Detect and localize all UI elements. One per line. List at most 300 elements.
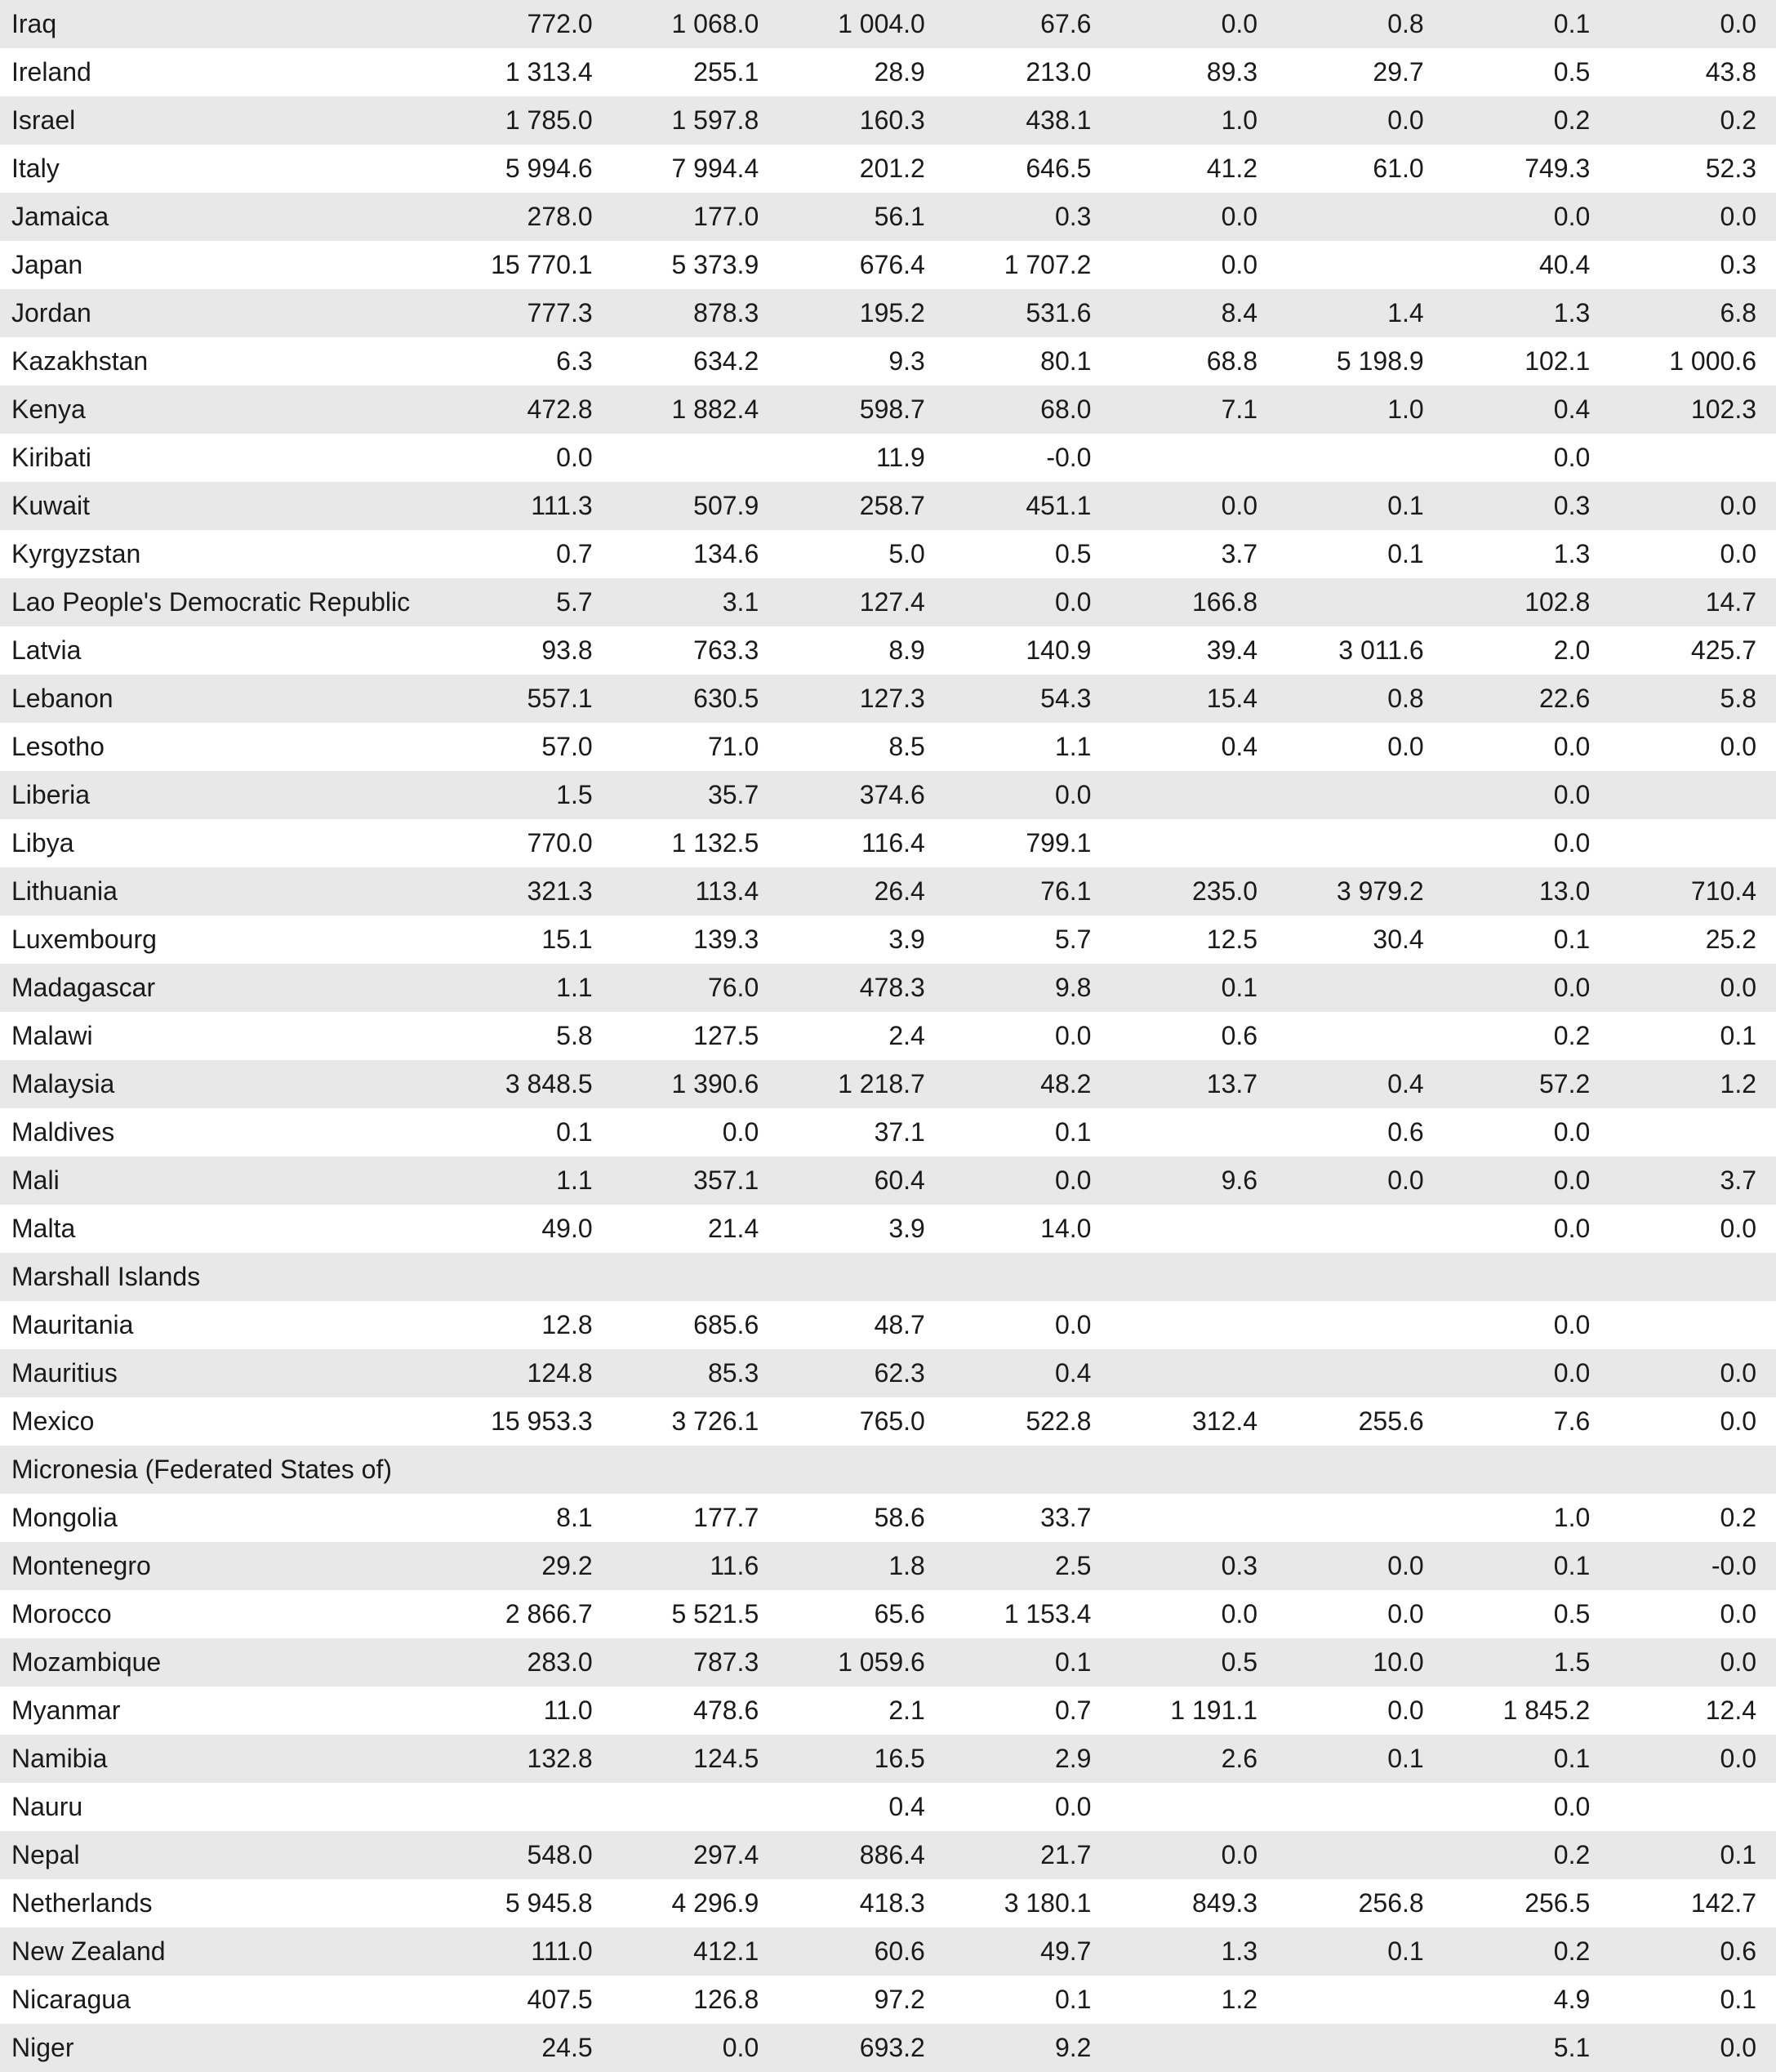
country-name-cell: Italy	[11, 154, 60, 183]
value-cell-col-8: 0.0	[1720, 539, 1756, 568]
value-cell-col-3: 8.5	[888, 732, 925, 761]
value-cell-col-1: 557.1	[527, 684, 593, 713]
table-row	[0, 1253, 1776, 1301]
value-cell-col-4: 33.7	[1040, 1503, 1092, 1532]
table-row	[0, 482, 1776, 530]
value-cell-col-7: 0.2	[1553, 1936, 1591, 1966]
value-cell-col-6: 29.7	[1373, 57, 1424, 87]
country-name-cell: Namibia	[11, 1744, 108, 1773]
table-row	[0, 1735, 1776, 1783]
value-cell-col-1: 124.8	[527, 1358, 593, 1388]
value-cell-col-8: 0.2	[1720, 1503, 1756, 1532]
value-cell-col-1: 1.1	[556, 973, 593, 1002]
value-cell-col-8	[1609, 819, 1776, 867]
value-cell-col-1: 548.0	[527, 1840, 593, 1869]
value-cell-col-4: 799.1	[1026, 828, 1092, 858]
table-row	[0, 289, 1776, 337]
value-cell-col-2: 113.4	[695, 876, 759, 906]
value-cell-col-7: 0.1	[1553, 1744, 1591, 1773]
value-cell-col-8: 0.0	[1720, 202, 1756, 231]
country-name-cell: Montenegro	[11, 1551, 151, 1580]
value-cell-col-1: 111.3	[531, 491, 593, 520]
table-row	[0, 819, 1776, 867]
value-cell-col-5: 1.3	[1221, 1936, 1258, 1966]
value-cell-col-1: 278.0	[527, 202, 593, 231]
country-name-cell: Mexico	[11, 1406, 95, 1436]
value-cell-col-7: 0.0	[1553, 780, 1591, 809]
country-name-cell: Lesotho	[11, 732, 105, 761]
value-cell-col-4: 0.0	[1054, 587, 1092, 617]
value-cell-col-5: 41.2	[1206, 154, 1258, 183]
value-cell-col-7: 102.8	[1525, 587, 1591, 617]
value-cell-col-2: 763.3	[693, 635, 759, 665]
value-cell-col-5: 12.5	[1206, 925, 1258, 954]
value-cell-col-2: 1 068.0	[671, 9, 759, 38]
value-cell-col-8	[1609, 1783, 1776, 1831]
value-cell-col-2	[612, 434, 779, 482]
value-cell-col-2: 1 882.4	[671, 394, 759, 424]
value-cell-col-4: 2.5	[1054, 1551, 1092, 1580]
country-name-cell: Malaysia	[11, 1069, 115, 1098]
value-cell-col-2: 76.0	[707, 973, 759, 1002]
value-cell-col-5: 166.8	[1191, 587, 1258, 617]
value-cell-col-6: 0.0	[1387, 1551, 1424, 1580]
value-cell-col-7: 2.0	[1553, 635, 1591, 665]
value-cell-col-8	[1609, 1301, 1776, 1349]
value-cell-col-5: 0.0	[1221, 250, 1258, 279]
country-name-cell: Morocco	[11, 1599, 112, 1629]
table-row	[0, 675, 1776, 723]
table-row	[0, 771, 1776, 819]
country-name-cell: Malawi	[11, 1021, 93, 1050]
table-row	[0, 1349, 1776, 1397]
value-cell-col-7	[1444, 1253, 1610, 1301]
value-cell-col-7: 0.0	[1553, 973, 1591, 1002]
value-cell-col-8: 425.7	[1690, 635, 1756, 665]
value-cell-col-8: 710.4	[1690, 876, 1756, 906]
value-cell-col-3: 1 059.6	[838, 1647, 925, 1677]
value-cell-col-7: 0.1	[1553, 1551, 1591, 1580]
value-cell-col-3: 598.7	[859, 394, 925, 424]
value-cell-col-6: 1.4	[1387, 298, 1424, 328]
table-row	[0, 337, 1776, 385]
value-cell-col-6: 0.0	[1387, 732, 1424, 761]
country-name-cell: Kazakhstan	[11, 346, 149, 376]
value-cell-col-1: 132.8	[527, 1744, 593, 1773]
value-cell-col-8	[1609, 434, 1776, 482]
value-cell-col-6: 10.0	[1373, 1647, 1424, 1677]
value-cell-col-5: 1 191.1	[1170, 1695, 1258, 1725]
value-cell-col-8: 0.1	[1720, 1985, 1756, 2014]
value-cell-col-8: 0.0	[1720, 9, 1756, 38]
value-cell-col-2: 507.9	[693, 491, 759, 520]
table-row	[0, 1783, 1776, 1831]
value-cell-col-1: 1.5	[556, 780, 593, 809]
value-cell-col-3: 8.9	[888, 635, 925, 665]
value-cell-col-6: 0.0	[1387, 1695, 1424, 1725]
value-cell-col-7: 4.9	[1553, 1985, 1591, 2014]
value-cell-col-6: 3 979.2	[1336, 876, 1424, 906]
value-cell-col-4: 0.0	[1054, 780, 1092, 809]
country-name-cell: Libya	[11, 828, 74, 858]
value-cell-col-3: 676.4	[859, 250, 925, 279]
value-cell-col-1: 472.8	[527, 394, 593, 424]
value-cell-col-3: 374.6	[859, 780, 925, 809]
country-name-cell: Niger	[11, 2033, 74, 2062]
value-cell-col-2: 1 132.5	[671, 828, 759, 858]
value-cell-col-7: 0.2	[1553, 105, 1591, 135]
table-row	[0, 1446, 1776, 1494]
value-cell-col-2: 85.3	[707, 1358, 759, 1388]
table-row	[0, 1927, 1776, 1976]
country-name-cell: Israel	[11, 105, 76, 135]
value-cell-col-1: 321.3	[527, 876, 593, 906]
country-name-cell: Lao People's Democratic Republic	[11, 587, 411, 617]
value-cell-col-4: -0.0	[1046, 443, 1092, 472]
value-cell-col-5	[1111, 771, 1277, 819]
country-name-cell: Iraq	[11, 9, 57, 38]
value-cell-col-3: 127.4	[859, 587, 925, 617]
value-cell-col-4: 49.7	[1040, 1936, 1092, 1966]
table-row	[0, 0, 1776, 48]
value-cell-col-7: 13.0	[1539, 876, 1591, 906]
value-cell-col-6: 0.8	[1387, 684, 1424, 713]
value-cell-col-5: 0.0	[1221, 1840, 1258, 1869]
value-cell-col-1: 1 313.4	[505, 57, 593, 87]
value-cell-col-6: 30.4	[1373, 925, 1424, 954]
country-name-cell: Nepal	[11, 1840, 80, 1869]
value-cell-col-1	[446, 1783, 612, 1831]
value-cell-col-5: 0.6	[1221, 1021, 1258, 1050]
table-row	[0, 1638, 1776, 1687]
table-row	[0, 1205, 1776, 1253]
value-cell-col-1: 772.0	[527, 9, 593, 38]
value-cell-col-7: 0.0	[1553, 1214, 1591, 1243]
value-cell-col-4: 1 153.4	[1004, 1599, 1092, 1629]
value-cell-col-4: 21.7	[1040, 1840, 1092, 1869]
value-cell-col-1: 11.0	[543, 1695, 593, 1725]
value-cell-col-7: 0.2	[1553, 1840, 1591, 1869]
value-cell-col-5: 68.8	[1206, 346, 1258, 376]
value-cell-col-4: 54.3	[1040, 684, 1092, 713]
value-cell-col-3: 2.4	[888, 1021, 925, 1050]
value-cell-col-2: 0.0	[722, 1117, 759, 1147]
value-cell-col-8: 0.0	[1720, 491, 1756, 520]
value-cell-col-3: 0.4	[888, 1792, 925, 1821]
value-cell-col-2: 4 296.9	[671, 1888, 759, 1918]
value-cell-col-3: 37.1	[874, 1117, 925, 1147]
value-cell-col-8: 0.0	[1720, 1744, 1756, 1773]
country-name-cell: Latvia	[11, 635, 82, 665]
country-name-cell: Ireland	[11, 57, 91, 87]
value-cell-col-1: 2 866.7	[505, 1599, 593, 1629]
value-cell-col-4: 213.0	[1026, 57, 1092, 87]
value-cell-col-6: 0.1	[1387, 1936, 1424, 1966]
value-cell-col-2: 177.0	[693, 202, 759, 231]
value-cell-col-3: 3.9	[888, 1214, 925, 1243]
table-row	[0, 578, 1776, 626]
value-cell-col-5: 0.3	[1221, 1551, 1258, 1580]
value-cell-col-6	[1277, 2024, 1444, 2072]
value-cell-col-6	[1277, 1012, 1444, 1060]
value-cell-col-2: 5 373.9	[671, 250, 759, 279]
table-row	[0, 193, 1776, 241]
value-cell-col-5	[1111, 1494, 1277, 1542]
value-cell-col-2: 124.5	[693, 1744, 759, 1773]
country-name-cell: Luxembourg	[11, 925, 157, 954]
value-cell-col-8: 0.1	[1720, 1840, 1756, 1869]
value-cell-col-5: 9.6	[1221, 1165, 1258, 1195]
value-cell-col-5: 8.4	[1221, 298, 1258, 328]
value-cell-col-7: 1.3	[1553, 298, 1591, 328]
table-row	[0, 1976, 1776, 2024]
value-cell-col-2: 255.1	[693, 57, 759, 87]
value-cell-col-1: 8.1	[556, 1503, 593, 1532]
value-cell-col-2: 127.5	[693, 1021, 759, 1050]
value-cell-col-7: 0.3	[1553, 491, 1591, 520]
value-cell-col-3: 97.2	[874, 1985, 925, 2014]
value-cell-col-7: 0.0	[1553, 1358, 1591, 1388]
value-cell-col-3: 5.0	[888, 539, 925, 568]
country-name-cell: Malta	[11, 1214, 76, 1243]
value-cell-col-4: 531.6	[1026, 298, 1092, 328]
value-cell-col-4: 0.0	[1054, 1165, 1092, 1195]
country-name-cell: Mali	[11, 1165, 60, 1195]
value-cell-col-5	[1111, 1108, 1277, 1156]
value-cell-col-5	[1111, 1205, 1277, 1253]
country-name-cell: Mauritius	[11, 1358, 118, 1388]
value-cell-col-2: 634.2	[693, 346, 759, 376]
value-cell-col-6: 61.0	[1373, 154, 1424, 183]
value-cell-col-1: 5.8	[556, 1021, 593, 1050]
value-cell-col-2: 412.1	[693, 1936, 759, 1966]
value-cell-col-6	[1277, 964, 1444, 1012]
value-cell-col-3: 62.3	[874, 1358, 925, 1388]
value-cell-col-6: 0.0	[1387, 1165, 1424, 1195]
value-cell-col-5	[1111, 434, 1277, 482]
value-cell-col-3: 765.0	[859, 1406, 925, 1436]
value-cell-col-6: 0.4	[1387, 1069, 1424, 1098]
value-cell-col-1: 777.3	[527, 298, 593, 328]
value-cell-col-4: 0.1	[1054, 1985, 1092, 2014]
value-cell-col-7: 102.1	[1525, 346, 1591, 376]
country-name-cell: Kiribati	[11, 443, 91, 472]
table-row	[0, 1156, 1776, 1205]
value-cell-col-4: 0.0	[1054, 1021, 1092, 1050]
value-cell-col-8: 12.4	[1705, 1695, 1756, 1725]
value-cell-col-5	[1111, 1783, 1277, 1831]
value-cell-col-4: 1 707.2	[1004, 250, 1092, 279]
value-cell-col-8	[1609, 771, 1776, 819]
value-cell-col-3: 478.3	[859, 973, 925, 1002]
value-cell-col-6	[1277, 1783, 1444, 1831]
value-cell-col-8	[1609, 1253, 1776, 1301]
value-cell-col-6: 0.8	[1387, 9, 1424, 38]
value-cell-col-1: 111.0	[531, 1936, 593, 1966]
value-cell-col-5	[1111, 819, 1277, 867]
table-row	[0, 48, 1776, 96]
value-cell-col-5: 1.0	[1221, 105, 1258, 135]
value-cell-col-1: 15 770.1	[491, 250, 593, 279]
value-cell-col-2: 878.3	[693, 298, 759, 328]
value-cell-col-4: 68.0	[1040, 394, 1092, 424]
value-cell-col-8: 0.2	[1720, 105, 1756, 135]
value-cell-col-5: 1.2	[1221, 1985, 1258, 2014]
value-cell-col-4: 0.7	[1054, 1695, 1092, 1725]
value-cell-col-1	[446, 1253, 612, 1301]
value-cell-col-4: 14.0	[1040, 1214, 1092, 1243]
country-name-cell: Nauru	[11, 1792, 83, 1821]
value-cell-col-2: 177.7	[693, 1503, 759, 1532]
table-row	[0, 1590, 1776, 1638]
value-cell-col-8: 3.7	[1720, 1165, 1756, 1195]
value-cell-col-4	[945, 1446, 1111, 1494]
value-cell-col-2: 3 726.1	[671, 1406, 759, 1436]
value-cell-col-8: 0.0	[1720, 1358, 1756, 1388]
value-cell-col-3: 16.5	[874, 1744, 925, 1773]
value-cell-col-2: 5 521.5	[671, 1599, 759, 1629]
value-cell-col-5: 0.1	[1221, 973, 1258, 1002]
value-cell-col-1: 1.1	[556, 1165, 593, 1195]
value-cell-col-2: 126.8	[693, 1985, 759, 2014]
value-cell-col-7: 0.0	[1553, 1165, 1591, 1195]
table-row	[0, 385, 1776, 434]
value-cell-col-1: 1 785.0	[505, 105, 593, 135]
value-cell-col-4: 76.1	[1040, 876, 1092, 906]
table-row	[0, 96, 1776, 145]
value-cell-col-4: 2.9	[1054, 1744, 1092, 1773]
value-cell-col-6	[1277, 819, 1444, 867]
value-cell-col-3	[778, 1446, 945, 1494]
country-name-cell: Liberia	[11, 780, 91, 809]
value-cell-col-6	[1277, 578, 1444, 626]
value-cell-col-7: 0.2	[1553, 1021, 1591, 1050]
value-cell-col-4	[945, 1253, 1111, 1301]
value-cell-col-8: 43.8	[1705, 57, 1756, 87]
value-cell-col-8: 6.8	[1720, 298, 1756, 328]
value-cell-col-4: 3 180.1	[1004, 1888, 1092, 1918]
value-cell-col-2: 139.3	[693, 925, 759, 954]
value-cell-col-1: 24.5	[541, 2033, 593, 2062]
value-cell-col-3	[778, 1253, 945, 1301]
value-cell-col-1: 770.0	[527, 828, 593, 858]
value-cell-col-6	[1277, 1253, 1444, 1301]
value-cell-col-7: 0.1	[1553, 9, 1591, 38]
value-cell-col-6: 0.6	[1387, 1117, 1424, 1147]
value-cell-col-4: 80.1	[1040, 346, 1092, 376]
value-cell-col-8: 0.0	[1720, 1599, 1756, 1629]
value-cell-col-6: 3 011.6	[1338, 635, 1424, 665]
value-cell-col-2: 3.1	[722, 587, 759, 617]
table-row	[0, 626, 1776, 675]
value-cell-col-2	[612, 1783, 779, 1831]
value-cell-col-7: 40.4	[1539, 250, 1591, 279]
value-cell-col-5: 235.0	[1191, 876, 1258, 906]
table-row	[0, 1060, 1776, 1108]
value-cell-col-2: 630.5	[693, 684, 759, 713]
value-cell-col-5: 89.3	[1206, 57, 1258, 87]
country-name-cell: Jamaica	[11, 202, 109, 231]
table-row	[0, 867, 1776, 916]
value-cell-col-1: 6.3	[556, 346, 593, 376]
value-cell-col-4: 0.0	[1054, 1792, 1092, 1821]
value-cell-col-6	[1277, 1976, 1444, 2024]
country-name-cell: Myanmar	[11, 1695, 121, 1725]
value-cell-col-1: 93.8	[541, 635, 593, 665]
value-cell-col-1	[446, 1446, 612, 1494]
value-cell-col-6	[1277, 1446, 1444, 1494]
country-name-cell: Kyrgyzstan	[11, 539, 141, 568]
value-cell-col-4: 0.1	[1054, 1117, 1092, 1147]
country-name-cell: Lithuania	[11, 876, 118, 906]
value-cell-col-7: 57.2	[1539, 1069, 1591, 1098]
value-cell-col-6: 0.1	[1387, 491, 1424, 520]
value-cell-col-8: 0.1	[1720, 1021, 1756, 1050]
value-cell-col-2: 35.7	[707, 780, 759, 809]
value-cell-col-6	[1277, 1494, 1444, 1542]
table-row	[0, 1831, 1776, 1879]
value-cell-col-4: 5.7	[1054, 925, 1092, 954]
value-cell-col-1: 15.1	[541, 925, 593, 954]
value-cell-col-3: 195.2	[859, 298, 925, 328]
value-cell-col-4: 9.8	[1054, 973, 1092, 1002]
value-cell-col-6: 256.8	[1358, 1888, 1424, 1918]
value-cell-col-8: 14.7	[1705, 587, 1756, 617]
value-cell-col-8: 25.2	[1705, 925, 1756, 954]
value-cell-col-3: 160.3	[859, 105, 925, 135]
value-cell-col-5: 39.4	[1206, 635, 1258, 665]
value-cell-col-5	[1111, 1446, 1277, 1494]
value-cell-col-7: 1 845.2	[1502, 1695, 1591, 1725]
value-cell-col-5: 2.6	[1221, 1744, 1258, 1773]
value-cell-col-1: 0.0	[556, 443, 593, 472]
value-cell-col-5: 3.7	[1221, 539, 1258, 568]
value-cell-col-6	[1277, 1205, 1444, 1253]
value-cell-col-7: 0.0	[1553, 202, 1591, 231]
value-cell-col-5: 0.0	[1221, 202, 1258, 231]
value-cell-col-1: 3 848.5	[505, 1069, 593, 1098]
value-cell-col-8: 0.0	[1720, 2033, 1756, 2062]
value-cell-col-5: 7.1	[1221, 394, 1258, 424]
value-cell-col-7: 0.0	[1553, 828, 1591, 858]
table-row	[0, 434, 1776, 482]
value-cell-col-4: 140.9	[1026, 635, 1092, 665]
value-cell-col-4: 438.1	[1026, 105, 1092, 135]
table-row	[0, 2024, 1776, 2072]
country-name-cell: Micronesia (Federated States of)	[11, 1455, 392, 1484]
value-cell-col-1: 49.0	[541, 1214, 593, 1243]
value-cell-col-5: 0.0	[1221, 491, 1258, 520]
country-name-cell: Kenya	[11, 394, 86, 424]
value-cell-col-8: 0.0	[1720, 1406, 1756, 1436]
value-cell-col-2	[612, 1446, 779, 1494]
value-cell-col-4: 522.8	[1026, 1406, 1092, 1436]
value-cell-col-7: 0.4	[1553, 394, 1591, 424]
value-cell-col-4: 0.5	[1054, 539, 1092, 568]
value-cell-col-2: 0.0	[722, 2033, 759, 2062]
table-row	[0, 145, 1776, 193]
table-row	[0, 1012, 1776, 1060]
value-cell-col-8: -0.0	[1711, 1551, 1756, 1580]
value-cell-col-7: 0.0	[1553, 443, 1591, 472]
value-cell-col-7: 0.5	[1553, 1599, 1591, 1629]
value-cell-col-4: 1.1	[1054, 732, 1092, 761]
value-cell-col-6	[1277, 1831, 1444, 1879]
value-cell-col-4: 9.2	[1054, 2033, 1092, 2062]
country-name-cell: Nicaragua	[11, 1985, 131, 2014]
country-name-cell: Lebanon	[11, 684, 114, 713]
value-cell-col-3: 116.4	[861, 828, 925, 858]
